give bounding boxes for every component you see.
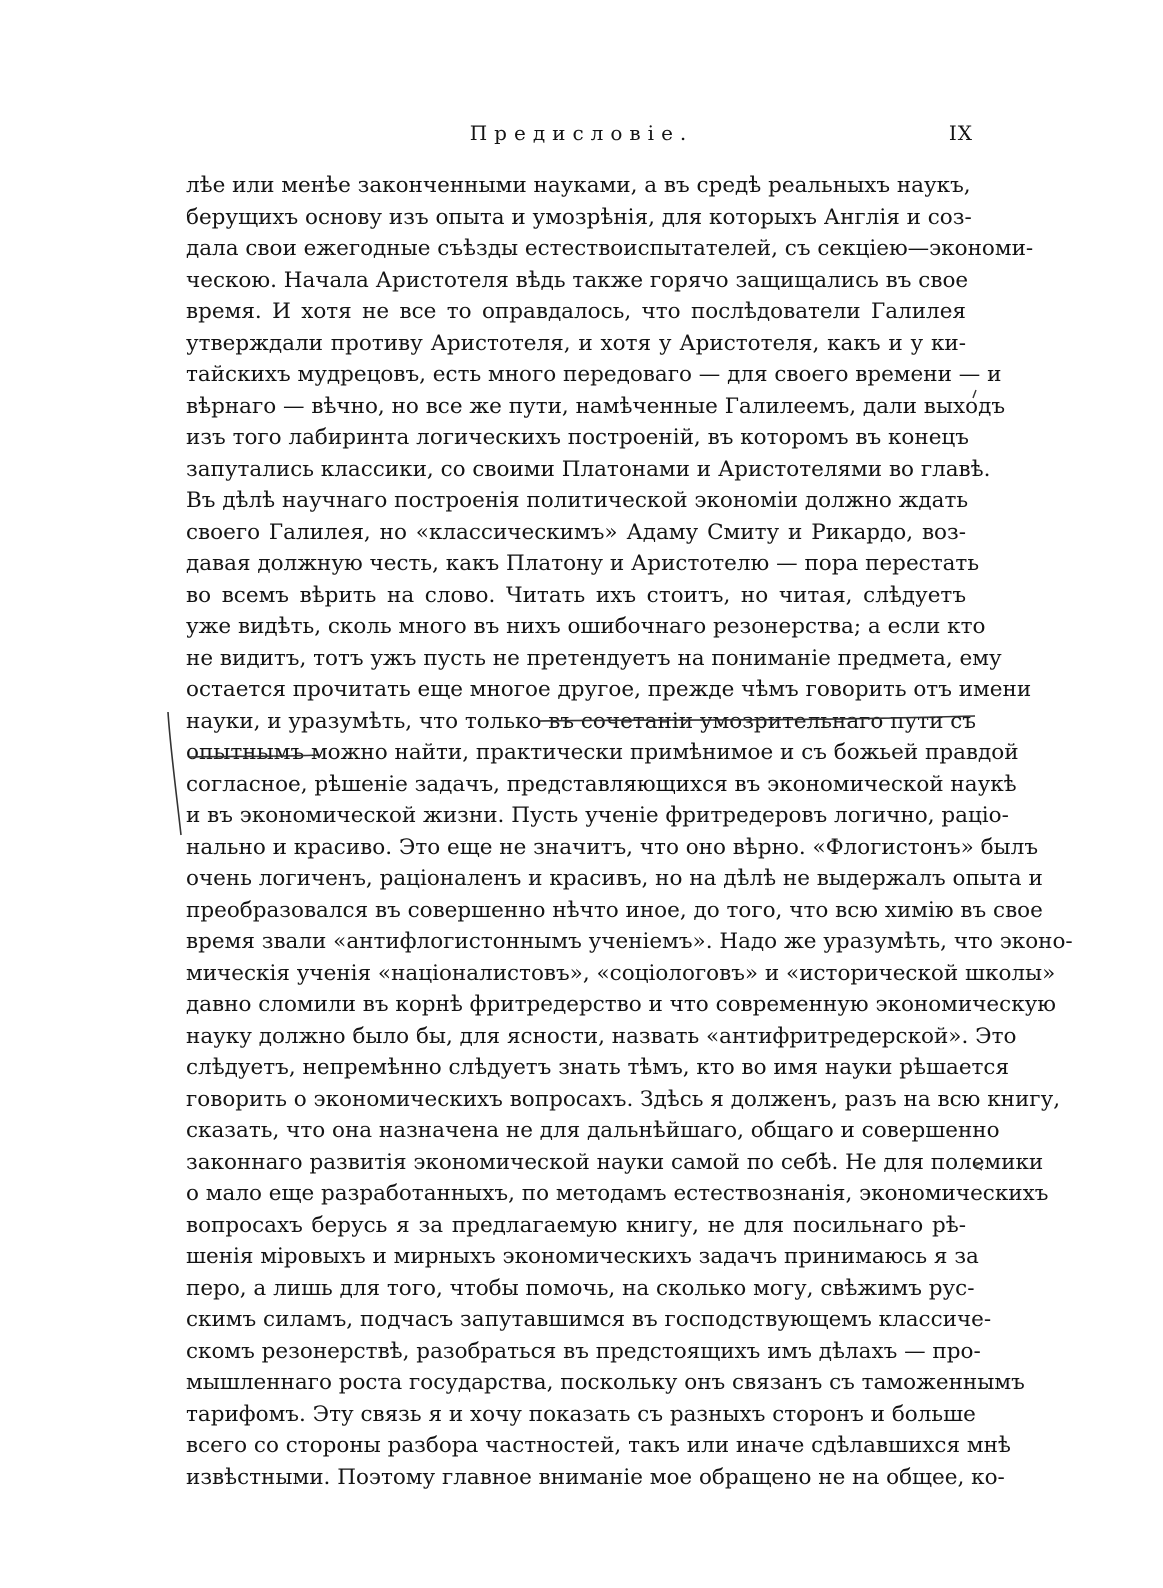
text-line: извѣстными. Поэтому главное вниманіе мое обращено не на общее, ко-: [186, 1464, 1005, 1490]
body-text: [186, 170, 1073, 1493]
text-line: науки, и уразумѣть, что только въ сочетаніи умозрительнаго пути съ: [186, 708, 976, 734]
page-number: IX: [948, 121, 973, 145]
text-line: слѣдуетъ, непремѣнно слѣдуетъ знать тѣмъ, кто во имя науки рѣшается: [186, 1055, 1010, 1080]
text-line: согласное, рѣшеніе задачъ, представляющихся въ экономической наукѣ: [186, 771, 1017, 797]
text-line: о мало еще разработанныхъ, по методамъ естествознанія, экономическихъ: [186, 1181, 1049, 1206]
text-line: берущихъ основу изъ опыта и умозрѣнія, для которыхъ Англія и соз-: [186, 204, 972, 230]
text-line: преобразовался въ совершенно нѣчто иное, до того, что всю химію въ свое: [186, 897, 1043, 923]
text-line: утверждали противу Аристотеля, и хотя у Аристотеля, какъ и у ки-: [186, 330, 966, 356]
text-line: Въ дѣлѣ научнаго построенія политической экономіи должно ждать: [186, 488, 969, 513]
text-line: шенія міровыхъ и мирныхъ экономическихъ задачъ принимаюсь я за: [186, 1244, 979, 1269]
text-line: своего Галилея, но «классическимъ» Адаму Смиту и Рикардо, воз-: [186, 519, 966, 545]
text-line: говорить о экономическихъ вопросахъ. Здѣсь я долженъ, разъ на всю книгу,: [186, 1086, 1061, 1112]
running-head: [190, 118, 973, 148]
text-line: скомъ резонерствѣ, разобраться въ предстоящихъ имъ дѣлахъ — про-: [186, 1338, 981, 1364]
text-line: лѣе или менѣе законченными науками, а въ средѣ реальныхъ наукъ,: [186, 173, 971, 198]
text-line: мышленнаго роста государства, поскольку онъ связанъ съ таможеннымъ: [186, 1370, 1025, 1395]
text-line: давно сломили въ корнѣ фритредерство и что современную экономическую: [186, 992, 1056, 1017]
text-line: мическія ученія «націоналистовъ», «соціологовъ» и «исторической школы»: [186, 960, 1056, 986]
text-line: скимъ силамъ, подчасъ запутавшимся въ господствующемъ классиче-: [186, 1307, 992, 1332]
chapter-title: Предисловіе.: [469, 121, 694, 145]
text-line: сказать, что она назначена не для дальнѣйшаго, общаго и совершенно: [186, 1118, 1000, 1143]
text-line: давая должную честь, какъ Платону и Аристотелю — пора перестать: [186, 551, 980, 576]
text-line: тайскихъ мудрецовъ, есть много передоваго — для своего времени — и: [186, 362, 1002, 387]
text-line: вопросахъ берусь я за предлагаемую книгу, не для посильнаго рѣ-: [186, 1212, 966, 1238]
pencil-margin-line: [168, 712, 181, 835]
text-line: вѣрнаго — вѣчно, но все же пути, намѣченные Галилеемъ, дали выходъ: [186, 393, 1006, 419]
text-line: перо, а лишь для того, чтобы помочь, на сколько могу, свѣжимъ рус-: [186, 1275, 975, 1301]
text-line: законнаго развитія экономической науки самой по себѣ. Не для полемики: [186, 1149, 1044, 1175]
text-line: и въ экономической жизни. Пусть ученіе фритредеровъ логично, раціо-: [186, 803, 1009, 828]
text-line: во всемъ вѣрить на слово. Читать ихъ стоитъ, но читая, слѣдуетъ: [186, 582, 966, 608]
text-line: тарифомъ. Эту связь я и хочу показать съ разныхъ сторонъ и больше: [186, 1401, 976, 1427]
text-line: запутались классики, со своими Платонами и Аристотелями во главѣ.: [186, 456, 991, 482]
text-line: ческою. Начала Аристотеля вѣдь также горячо защищались въ свое: [186, 267, 969, 293]
text-line: опытнымъ можно найти, практически примѣнимое и съ божьей правдой: [186, 740, 1019, 765]
text-line: не видитъ, тотъ ужъ пусть не претендуетъ на пониманіе предмета, ему: [186, 645, 1002, 671]
text-line: остается прочитать еще многое другое, прежде чѣмъ говорить отъ имени: [186, 677, 1032, 702]
text-line: время звали «антифлогистоннымъ ученіемъ». Надо же уразумѣть, что эконо-: [186, 929, 1073, 954]
text-line: дала свои ежегодные съѣзды естествоиспытателей, съ секціею—экономи-: [186, 236, 1034, 261]
text-line: всего со стороны разбора частностей, такъ или иначе сдѣлавшихся мнѣ: [186, 1433, 1011, 1458]
text-line: науку должно было бы, для ясности, назвать «антифритредерской». Это: [186, 1023, 1017, 1049]
text-line: время. И хотя не все то оправдалось, что послѣдователи Галилея: [186, 299, 966, 324]
text-line: очень логиченъ, раціоналенъ и красивъ, но на дѣлѣ не выдержалъ опыта и: [186, 866, 1043, 891]
text-line: нально и красиво. Это еще не значитъ, что оно вѣрно. «Флогистонъ» былъ: [186, 834, 1039, 860]
text-line: изъ того лабиринта логическихъ построеній, въ которомъ въ конецъ: [186, 425, 969, 450]
text-line: уже видѣть, сколь много въ нихъ ошибочнаго резонерства; а если кто: [186, 614, 986, 639]
